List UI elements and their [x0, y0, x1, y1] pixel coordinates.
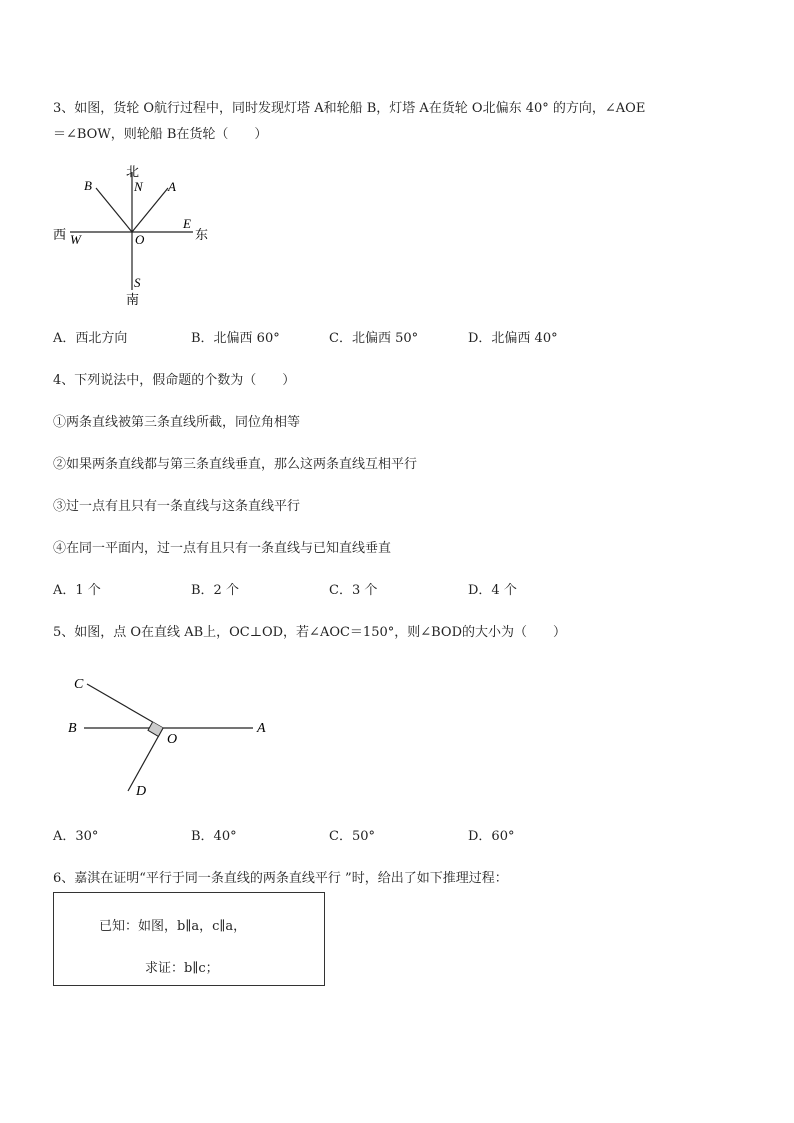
- q5-option-c[interactable]: C．50°: [329, 829, 375, 844]
- q6-prove: 求证：b∥c；: [145, 961, 219, 976]
- q3-option-a[interactable]: A．西北方向: [53, 331, 128, 346]
- q5-title: 5、如图，点 O在直线 AB上，OC⊥OD，若∠AOC＝150°，则∠BOD的大小为（ ）: [53, 625, 567, 640]
- q3-text-line1: 3、如图，货轮 O航行过程中，同时发现灯塔 A和轮船 B，灯塔 A在货轮 O北偏东 40° 的方向，∠AOE: [53, 101, 646, 116]
- q3-label-west: 西: [53, 227, 67, 242]
- q5-label-O: O: [167, 732, 178, 747]
- q3-option-b[interactable]: B．北偏西 60°: [191, 331, 280, 346]
- q3-label-A: A: [168, 179, 176, 194]
- q5-option-a[interactable]: A．30°: [53, 829, 99, 844]
- q4-option-a[interactable]: A．1 个: [53, 583, 101, 598]
- q4-option-d[interactable]: D．4 个: [468, 583, 517, 598]
- q3-label-W: W: [70, 232, 81, 247]
- q5-option-d[interactable]: D．60°: [468, 829, 515, 844]
- q3-option-c[interactable]: C．北偏西 50°: [329, 331, 419, 346]
- q4-statement-2: ②如果两条直线都与第三条直线垂直，那么这两条直线互相平行: [53, 457, 418, 472]
- q3-label-north: 北: [126, 164, 140, 179]
- q6-proof-box: [53, 892, 325, 986]
- q4-statement-4: ④在同一平面内，过一点有且只有一条直线与已知直线垂直: [53, 541, 392, 556]
- q5-label-C: C: [74, 677, 84, 692]
- q5-label-B: B: [68, 721, 77, 736]
- q3-label-N: N: [134, 179, 143, 194]
- q3-label-B: B: [84, 178, 92, 193]
- q3-label-S: S: [134, 275, 141, 290]
- q3-text-line2: ＝∠BOW，则轮船 B在货轮（ ）: [53, 127, 268, 142]
- q3-option-d[interactable]: D．北偏西 40°: [468, 331, 558, 346]
- q4-statement-3: ③过一点有且只有一条直线与这条直线平行: [53, 499, 301, 514]
- q6-title: 6、嘉淇在证明“平行于同一条直线的两条直线平行 ”时，给出了如下推理过程：: [53, 871, 508, 886]
- q3-label-E: E: [183, 216, 191, 231]
- q3-label-O: O: [135, 232, 145, 247]
- q3-label-east: 东: [195, 227, 209, 242]
- q4-option-c[interactable]: C．3 个: [329, 583, 378, 598]
- q5-label-D: D: [136, 784, 147, 799]
- q4-statement-1: ①两条直线被第三条直线所截，同位角相等: [53, 415, 301, 430]
- q5-option-b[interactable]: B．40°: [191, 829, 237, 844]
- q5-label-A: A: [257, 721, 266, 736]
- q3-compass-figure: [50, 160, 220, 310]
- q5-angle-figure: [60, 668, 280, 803]
- q4-option-b[interactable]: B．2 个: [191, 583, 239, 598]
- q3-label-south: 南: [126, 292, 140, 307]
- q6-given: 已知：如图，b∥a，c∥a，: [99, 919, 247, 934]
- q4-title: 4、下列说法中，假命题的个数为（ ）: [53, 373, 296, 388]
